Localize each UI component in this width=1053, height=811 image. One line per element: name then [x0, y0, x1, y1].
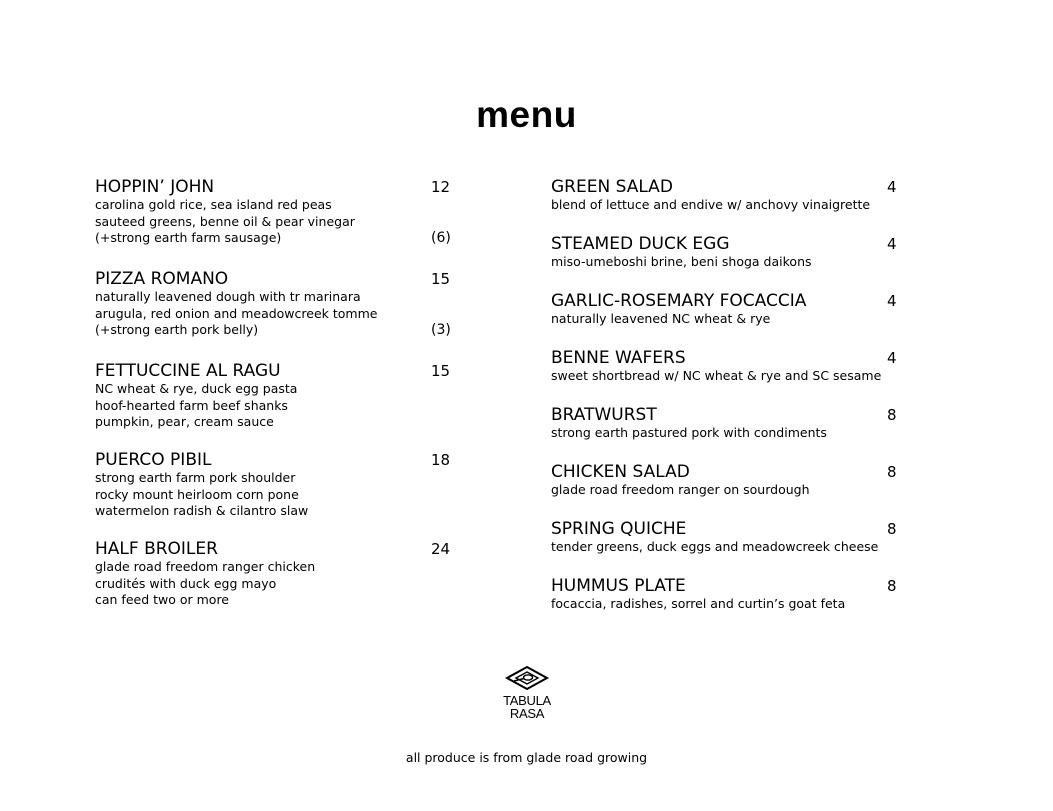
item-description: crudités with duck egg mayo — [95, 575, 277, 591]
item-name: BRATWURST — [551, 405, 657, 425]
item-description: (+strong earth farm sausage) (6) — [95, 230, 451, 246]
item-price: 15 — [431, 362, 451, 380]
item-description: sweet shortbread w/ NC wheat & rye and SC sesame — [551, 368, 882, 383]
item-name: PUERCO PIBIL — [95, 450, 212, 470]
menu-item — [95, 539, 455, 609]
item-price: 24 — [431, 540, 451, 558]
item-price: 8 — [887, 520, 897, 538]
item-name: GREEN SALAD — [551, 177, 673, 197]
menu-item — [551, 234, 901, 271]
item-price: 4 — [887, 292, 897, 310]
menu-title: menu — [476, 94, 577, 135]
item-price: 12 — [431, 178, 451, 196]
item-description: focaccia, radishes, sorrel and curtin’s goat feta — [551, 596, 846, 611]
item-description: rocky mount heirloom corn pone — [95, 486, 299, 502]
item-price: 4 — [887, 235, 897, 253]
menu-item — [95, 361, 455, 431]
item-name: STEAMED DUCK EGG — [551, 234, 730, 254]
item-name: PIZZA ROMANO — [95, 269, 229, 289]
item-name: BENNE WAFERS — [551, 348, 686, 368]
menu-item — [551, 576, 901, 613]
add-on-price: (6) — [431, 230, 451, 246]
menu-item — [551, 462, 901, 499]
logo-line1: TABULA — [503, 693, 551, 708]
item-price: 8 — [887, 463, 897, 481]
item-description: naturally leavened NC wheat & rye — [551, 311, 771, 326]
item-description: watermelon radish & cilantro slaw — [95, 503, 309, 518]
item-description: arugula, red onion and meadowcreek tomme — [95, 305, 378, 321]
plate-spoon-icon — [504, 664, 550, 694]
item-description: glade road freedom ranger chicken — [95, 559, 316, 574]
menu-item — [551, 348, 901, 385]
item-description: strong earth pastured pork with condiments — [551, 425, 827, 440]
item-description: pumpkin, pear, cream sauce — [95, 414, 274, 429]
item-name: FETTUCCINE AL RAGU — [95, 361, 281, 381]
item-name: HALF BROILER — [95, 539, 218, 559]
menu-item — [95, 177, 455, 247]
logo-line2: RASA — [509, 706, 545, 721]
item-description: tender greens, duck eggs and meadowcreek cheese — [551, 539, 879, 554]
item-name: HUMMUS PLATE — [551, 576, 686, 596]
item-price: 4 — [887, 349, 897, 367]
item-description: can feed two or more — [95, 592, 230, 607]
item-description: blend of lettuce and endive w/ anchovy vinaigrette — [551, 197, 871, 212]
menu-item — [95, 269, 455, 339]
item-description: glade road freedom ranger on sourdough — [551, 482, 810, 497]
item-name: CHICKEN SALAD — [551, 462, 690, 482]
item-price: 8 — [887, 406, 897, 424]
item-description: sauteed greens, benne oil & pear vinegar — [95, 213, 355, 229]
item-price: 15 — [431, 270, 451, 288]
item-description: miso-umeboshi brine, beni shoga daikons — [551, 254, 812, 269]
item-name: HOPPIN’ JOHN — [95, 177, 215, 197]
item-description: NC wheat & rye, duck egg pasta — [95, 381, 298, 396]
item-description: carolina gold rice, sea island red peas — [95, 197, 332, 212]
item-description: (+strong earth pork belly) (3) — [95, 322, 451, 338]
item-description: hoof-hearted farm beef shanks — [95, 397, 288, 413]
item-price: 8 — [887, 577, 897, 595]
item-description: strong earth farm pork shoulder — [95, 470, 296, 485]
item-name: GARLIC-ROSEMARY FOCACCIA — [551, 291, 807, 311]
menu-item — [95, 450, 455, 520]
menu-item — [551, 177, 901, 214]
menu-item — [551, 405, 901, 442]
add-on-price: (3) — [431, 322, 451, 338]
item-description: naturally leavened dough with tr marinara — [95, 289, 361, 304]
menu-item — [551, 291, 901, 328]
item-price: 18 — [431, 451, 451, 469]
menu-item — [551, 519, 901, 556]
item-price: 4 — [887, 178, 897, 196]
restaurant-logo — [497, 664, 557, 720]
footer-note: all produce is from glade road growing — [405, 750, 648, 765]
item-name: SPRING QUICHE — [551, 519, 687, 539]
